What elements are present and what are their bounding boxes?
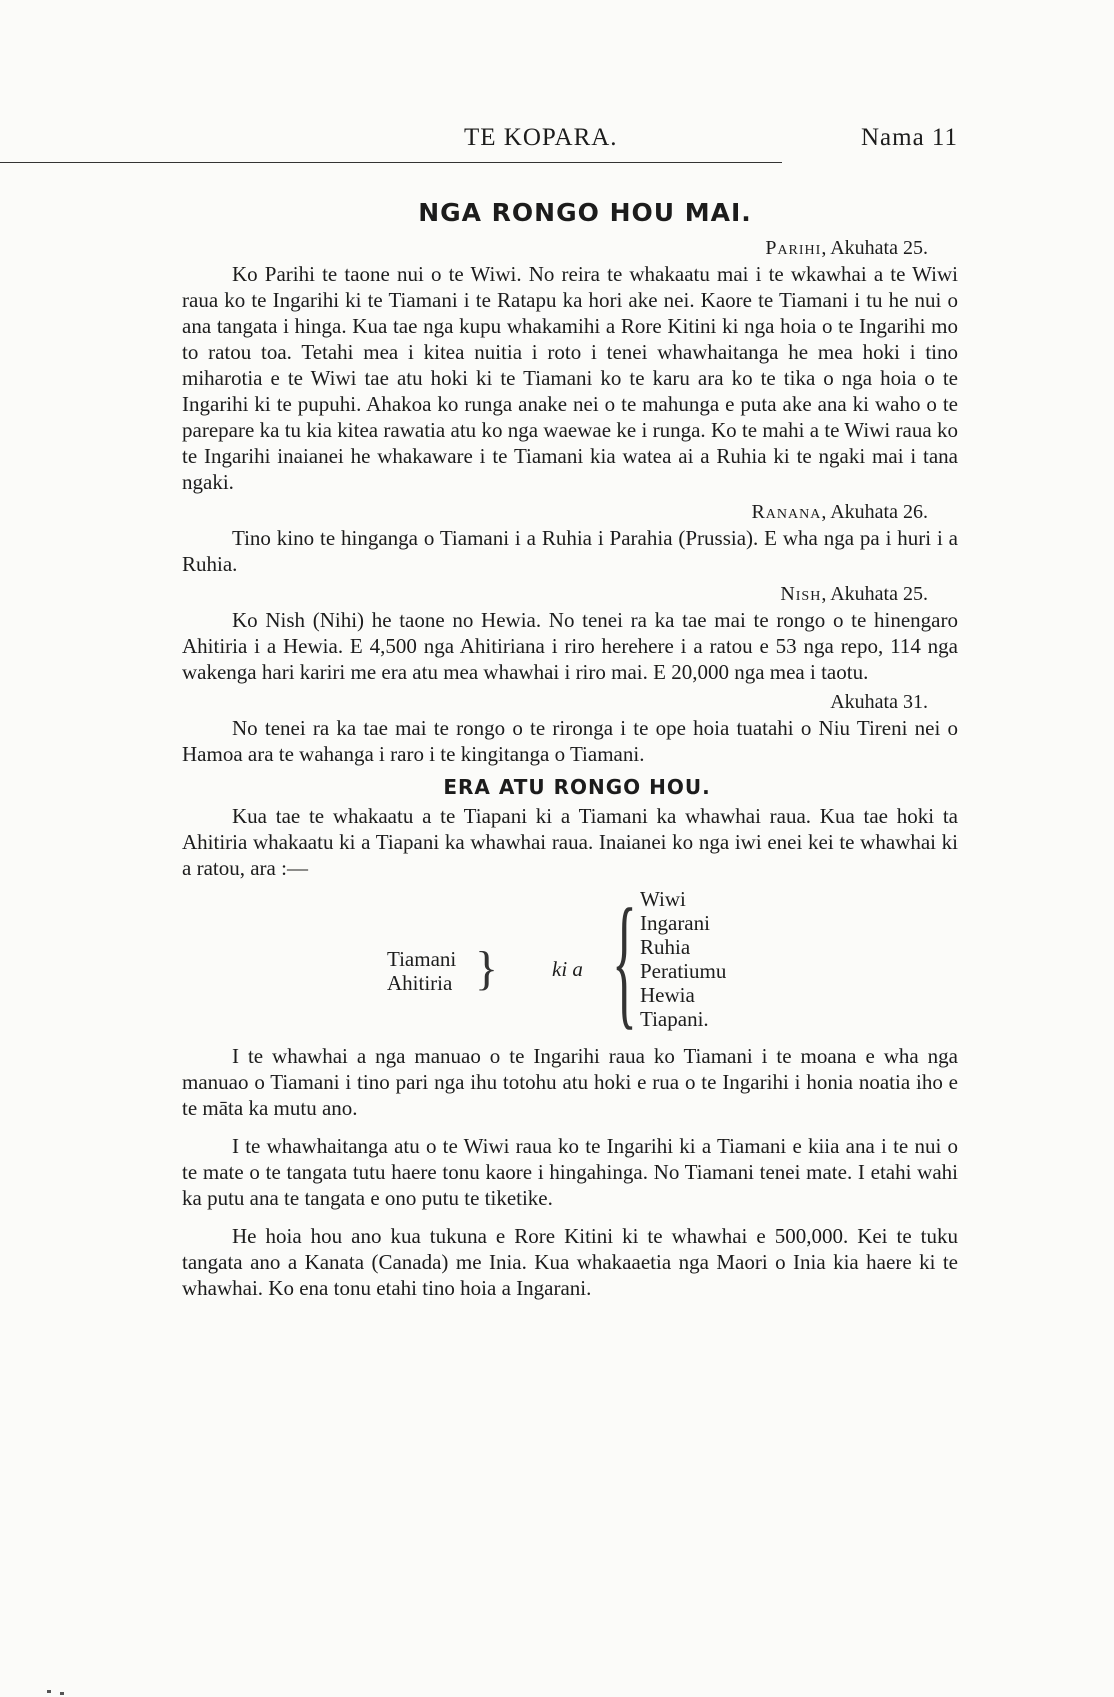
nation-name: Tiamani xyxy=(387,947,457,971)
left-curly-brace: { xyxy=(612,879,637,1043)
dateline-date: Akuhata 31. xyxy=(830,691,928,713)
central-powers-list xyxy=(387,947,456,995)
dateline-place: Nish xyxy=(780,583,822,605)
page-speck xyxy=(60,1692,64,1695)
dateline-nish xyxy=(182,581,958,607)
news-paragraph: Ko Parihi te taone nui o te Wiwi. No reira te whakaatu mai i te wkawhai a te Wiwi raua ko te Ingarihi ki te Tiamani i te Ratapu ka hori ake nei. Kaore te Tiamani i tu he nui o ana tangata i hinga. Kua tae nga kupu whakamihi a Rore Kitini ki nga hoia o te Ingarihi mo to ratou toa. Tetahi mea i kitea nuitia i roto i tenei whawhaitanga he mea hoki i tino miharotia e te Wiwi tae atu hoki ki te Tiamani ko te karu ara ko te tika o nga hoia o te Ingarihi ki te pupuhi. Ahakoa ko runga anake nei o te mahunga e puta ake ana ki waho o te parepare ka tu kia kitea rawatia atu ko nga waewae ke i runga. Ko te mahi a te Wiwi raua ko te Ingarihi inaianei he whakaware i te Tiamani kia watea ai a Ruhia ki te ngaki mai i tana ngaki. xyxy=(182,262,958,494)
running-head xyxy=(182,118,958,158)
nation-name: Ruhia xyxy=(640,935,691,959)
page-speck xyxy=(47,1690,51,1693)
page-number: Nama 11 xyxy=(860,124,958,151)
page xyxy=(182,118,958,1301)
dateline-date: , Akuhata 25. xyxy=(821,583,928,605)
right-curly-brace: } xyxy=(475,942,499,995)
news-paragraph: I te whawhaitanga atu o te Wiwi raua ko te Ingarihi ki a Tiamani e kiia ana i te nui o te mate o te tangata tutu haere tonu kaore i hingahinga. No Tiamani tenei mate. I etahi wahi ka putu ana te tangata e ono putu te tiketike. xyxy=(182,1134,958,1210)
dateline-ranana xyxy=(182,499,958,525)
section-heading-other-news: ERA ATU RONGO HOU. xyxy=(443,775,711,799)
dateline-date: , Akuhata 26. xyxy=(821,501,928,523)
intro-paragraph: Kua tae te whakaatu a te Tiapani ki a Tiamani ka whawhai raua. Kua tae hoki ta Ahitiria whakaatu ki a Tiapani ka whawhai raua. Inaianei ko nga iwi enei kei te whawhai ki a ratou, ara :— xyxy=(182,804,958,880)
news-paragraph: Ko Nish (Nihi) he taone no Hewia. No tenei ra ka tae mai te rongo o te hinengaro Ahitiria i a Hewia. E 4,500 nga Ahitiriana i riro herehere i a ratou e 53 nga repo, 114 nga wakenga hari kariri me era atu mea whawhai i riro mai. E 20,000 nga mea i taotu. xyxy=(182,608,958,684)
news-paragraph: I te whawhai a nga manuao o te Ingarihi raua ko Tiamani i te moana e wha nga manuao o Tiamani i tino pari nga ihu totohu atu hoki e rua o te Ingarihi i honia noatia iho e te māta ka mutu ano. xyxy=(182,1044,958,1120)
dateline-akuhata-31 xyxy=(182,689,958,715)
belligerents-diagram xyxy=(182,879,958,1043)
nation-name: Tiapani. xyxy=(640,1007,709,1031)
journal-title: TE KOPARA. xyxy=(464,124,618,151)
nation-name: Ahitiria xyxy=(387,971,453,995)
nation-name: Peratiumu xyxy=(640,959,727,983)
nation-name: Ingarani xyxy=(640,911,710,935)
dateline-place: Parihi xyxy=(765,237,822,259)
dateline-place: Ranana xyxy=(751,501,822,523)
allied-powers-list xyxy=(640,887,726,1031)
news-paragraph: No tenei ra ka tae mai te rongo o te rironga i te ope hoia tuatahi o Niu Tireni nei o Hamoa ara te wahanga i raro i te kingitanga o Tiamani. xyxy=(182,716,958,766)
nation-name: Hewia xyxy=(640,983,695,1007)
connector-text: ki a xyxy=(552,957,583,981)
dateline-date: , Akuhata 25. xyxy=(821,237,928,259)
news-paragraph: He hoia hou ano kua tukuna e Rore Kitini ki te whawhai e 500,000. Kei te tuku tangata ano a Kanata (Canada) me Inia. Kua whakaaetia nga Maori o Inia kia haere ki te whawhai. Ko ena tonu etahi tino hoia a Ingarani. xyxy=(182,1224,958,1300)
section-heading-news: NGA RONGO HOU MAI. xyxy=(418,198,752,227)
dateline-parihi xyxy=(182,235,958,261)
news-paragraph: Tino kino te hinganga o Tiamani i a Ruhia i Parahia (Prussia). E wha nga pa i huri i a Ruhia. xyxy=(182,526,958,576)
nation-name: Wiwi xyxy=(640,887,686,911)
